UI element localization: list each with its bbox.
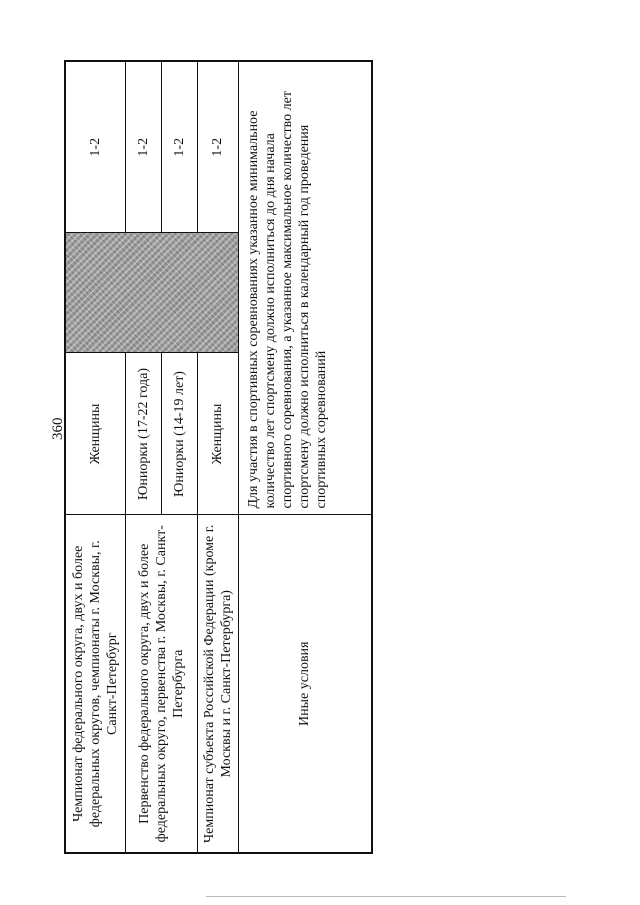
group-cell: Юниорки (14-19 лет) — [161, 353, 197, 515]
table-row — [65, 61, 125, 853]
competition-cell: Чемпионат федерального округа, двух и более федеральных округов, чемпионаты г. Москвы, г. Санкт-Петербург — [65, 515, 125, 853]
requirements-table — [64, 60, 373, 854]
table-row — [238, 61, 372, 853]
places-cell: 1-2 — [197, 61, 238, 233]
other-conditions-text: Для участия в спортивных соревнованиях указанное минимальное количество лет спортсмену должно исполниться до дня начала спортивного соревнования, а указанное максимальное количество лет спортсмену должно исполниться в календарный год проведения спортивных соревнований — [238, 61, 372, 515]
places-cell: 1-2 — [65, 61, 125, 233]
group-cell: Юниорки (17-22 года) — [125, 353, 161, 515]
hatched-cell — [65, 233, 238, 353]
group-cell: Женщины — [65, 353, 125, 515]
table-row — [125, 61, 161, 853]
bottom-rule — [206, 896, 566, 897]
places-cell: 1-2 — [125, 61, 161, 233]
table-row — [197, 61, 238, 853]
group-cell: Женщины — [197, 353, 238, 515]
competition-cell: Первенство федерального округа, двух и более федеральных округо, первенства г. Москвы, г. Санкт-Петербурга — [125, 515, 197, 853]
other-conditions-label: Иные условия — [238, 515, 372, 853]
page-number: 360 — [50, 417, 66, 440]
competition-cell: Чемпионат субъекта Российской Федерации (кроме г. Москвы и г. Санкт-Петербурга) — [197, 515, 238, 853]
places-cell: 1-2 — [161, 61, 197, 233]
rotated-table-container — [64, 62, 370, 854]
